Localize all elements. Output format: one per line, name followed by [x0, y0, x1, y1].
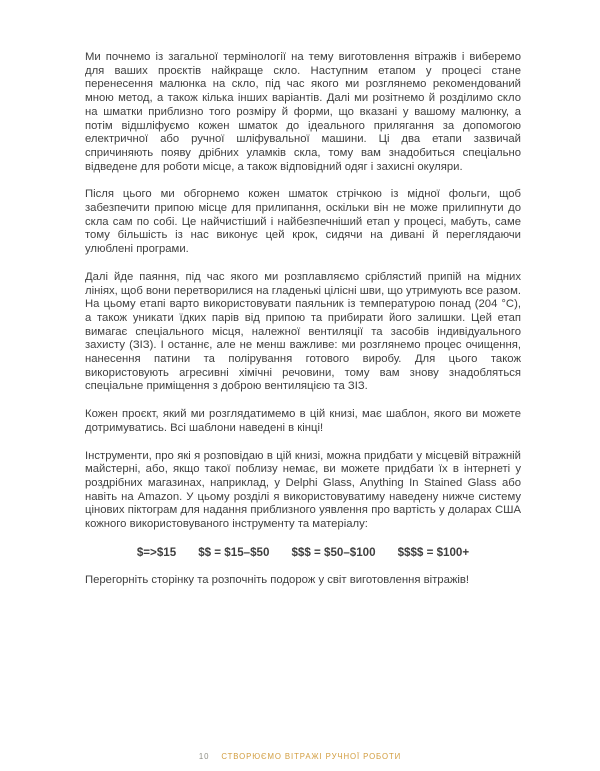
running-title: СТВОРЮЄМО ВІТРАЖІ РУЧНОЇ РОБОТИ — [221, 752, 402, 761]
paragraph: Далі йде паяння, під час якого ми розплавляємо сріблястий припій на мідних лініях, щоб вони перетворилися на гладенькі цілісні шви, що утримують все разом. На цьому етапі варто використовувати паяльник із температурою понад (204 °C), а також уникати їдких парів від припою та прибирати його залишки. Цей етап вимагає спеціального місця, належної вентиляції та засобів індивідуального захисту (ЗІЗ). І останнє, але не менш важливе: ми розглянемо процес очищення, нанесення патини та полірування готового виробу. Для цього також використовують агресивні хімічні речовини, тому вам знову знадобляться спеціальне приміщення з доброю вентиляцією та ЗІЗ. — [85, 270, 521, 393]
pricing-item: $$$ = $50–$100 — [291, 545, 376, 559]
paragraph: Ми почнемо із загальної термінології на тему виготовлення вітражів і виберемо для ваших проєктів найкраще скло. Наступним етапом у процесі стане перенесення малюнка на скло, під час якого ми розглянемо рекомендований мною метод, а також кілька інших варіантів. Далі ми розітнемо й розділимо скло на шматки приблизно того розміру й форми, що вказані у вашому малюнку, а потім відшліфуємо кожен шматок до ідеального прилягання за допомогою електричної або ручної шліфувальної машини. Ці два етапи зазвичай спричиняють появу дрібних уламків скла, тому вам знадобиться спеціально відведене для роботи місце, а також відповідний одяг і захисні окуляри. — [85, 51, 521, 173]
page-footer — [0, 752, 600, 761]
pricing-legend — [85, 546, 521, 560]
pricing-item: $$$$ = $100+ — [397, 545, 470, 559]
closing-paragraph: Перегорніть сторінку та розпочніть подорож у світ виготовлення вітражів! — [85, 573, 470, 586]
paragraph: Кожен проєкт, який ми розглядатимемо в цій книзі, має шаблон, якого ви можете дотримуватись. Всі шаблони наведені в кінці! — [85, 408, 521, 434]
paragraph: Після цього ми обгорнемо кожен шматок стрічкою із мідної фольги, щоб забезпечити припою місце для прилипання, оскільки він не може прилипнути до скла сам по собі. Це найчистіший і найбезпечніший етап у процесі, мабуть, саме тому більшість із нас виконує цей крок, сидячи на дивані й переглядаючи улюблені програми. — [85, 188, 521, 256]
pricing-item: $=>$15 — [136, 545, 177, 559]
paragraph: Інструменти, про які я розповідаю в цій книзі, можна придбати у місцевій вітражній майстерні, або, якщо такої поблизу немає, ви можете придбати їх в інтернеті у роздрібних магазинах, наприклад, у Delphi Glass, Anything In Stained Glass або навіть на Amazon. У цьому розділі я використовуватиму наведену нижче систему цінових піктограм для надання приблизного уявлення про вартість у доларах США кожного використовуваного інструменту та матеріалу: — [85, 449, 521, 531]
pricing-item: $$ = $15–$50 — [198, 545, 270, 559]
body-text-column — [85, 51, 521, 601]
page-number: 10 — [198, 752, 210, 761]
